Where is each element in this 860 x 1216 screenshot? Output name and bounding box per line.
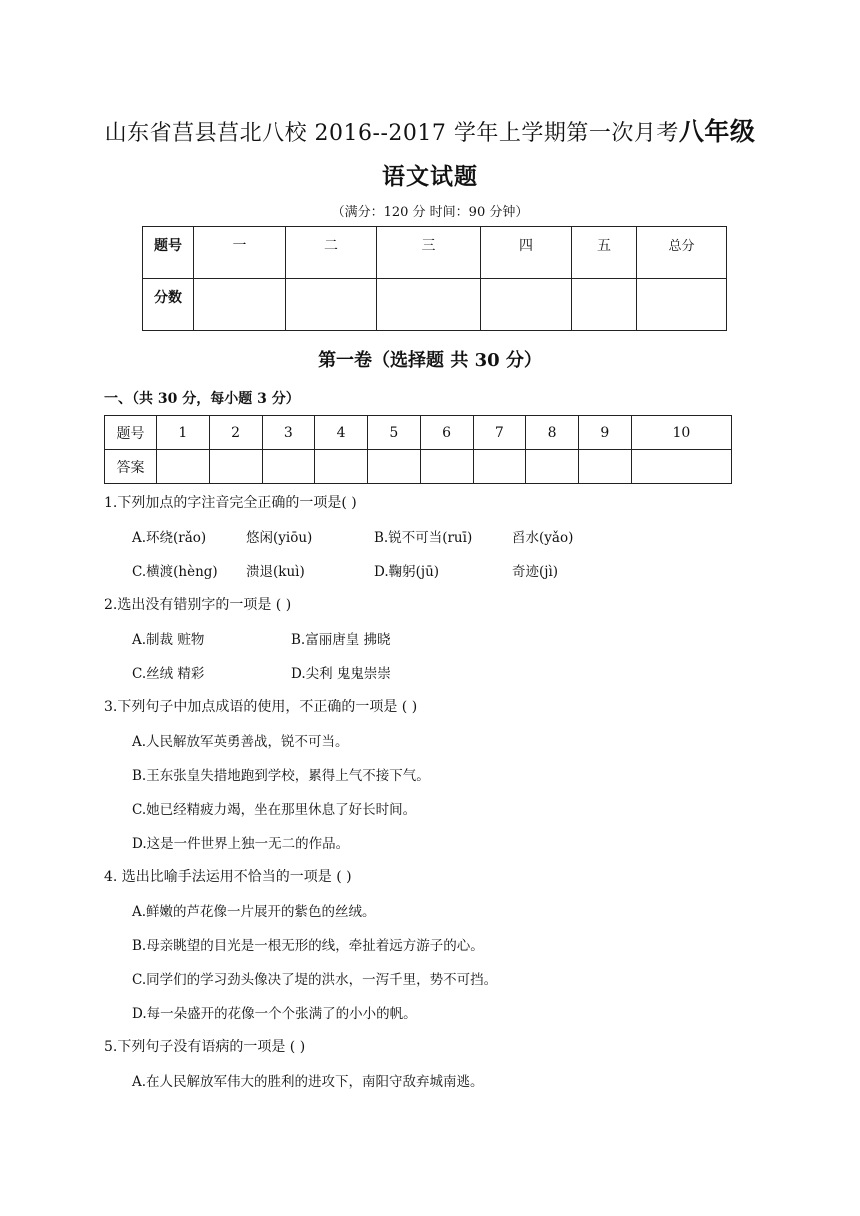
score-cell[interactable] (637, 279, 727, 331)
question-1-option-d: D.鞠躬(jū) (374, 564, 440, 580)
score-cell[interactable] (572, 279, 637, 331)
score-table-header-row (143, 227, 727, 279)
answer-table-answer-row (105, 450, 732, 484)
score-cell[interactable] (481, 279, 572, 331)
exam-grade: 八年级 (678, 117, 756, 146)
score-header-cell: 二 (286, 227, 377, 279)
question-3-option-b: B.王东张皇失措地跑到学校，累得上气不接下气。 (132, 768, 430, 784)
question-1-option-a-extra: 悠闲(yiōu) (246, 530, 313, 546)
exam-info: （满分：120 分 时间：90 分钟） (331, 205, 529, 220)
question-number-cell: 3 (262, 416, 315, 450)
exam-title (0, 112, 860, 148)
question-4-option-b: B.母亲眺望的目光是一根无形的线，牵扯着远方游子的心。 (132, 938, 484, 954)
answer-table-number-row (105, 416, 732, 450)
question-3-option-d: D.这是一件世界上独一无二的作品。 (132, 836, 350, 852)
question-2-option-d: D.尖利 鬼鬼崇崇 (291, 666, 391, 682)
question-1-option-c: C.横渡(hèng) (132, 564, 218, 580)
score-cell[interactable] (377, 279, 481, 331)
question-number-cell: 10 (631, 416, 731, 450)
answer-cell[interactable] (315, 450, 368, 484)
score-row-label: 分数 (143, 279, 194, 331)
question-1-option-a: A.环绕(rǎo) (132, 530, 207, 546)
question-5-stem: 5.下列句子没有语病的一项是 ( ) (104, 1039, 306, 1055)
question-1-option-b: B.锐不可当(ruī) (374, 530, 473, 546)
score-cell[interactable] (286, 279, 377, 331)
question-3-option-c: C.她已经精疲力竭，坐在那里休息了好长时间。 (132, 802, 417, 818)
question-2-option-c: C.丝绒 精彩 (132, 666, 205, 682)
question-2-option-a: A.制裁 赃物 (132, 632, 205, 648)
score-cell[interactable] (194, 279, 286, 331)
score-header-cell: 一 (194, 227, 286, 279)
question-number-cell: 5 (368, 416, 421, 450)
answer-cell[interactable] (368, 450, 421, 484)
question-1-option-c-extra: 溃退(kuì) (246, 564, 305, 580)
question-number-cell: 2 (209, 416, 262, 450)
exam-title-prefix: 山东省莒县莒北八校 2016--2017 学年上学期第一次月考 (104, 121, 679, 146)
question-number-cell: 1 (157, 416, 210, 450)
question-2-stem: 2.选出没有错别字的一项是 ( ) (104, 597, 292, 613)
answer-row-label: 题号 (105, 416, 157, 450)
question-1-stem: 1.下列加点的字注音完全正确的一项是( ) (104, 495, 357, 511)
score-table (142, 226, 727, 331)
answer-cell[interactable] (631, 450, 731, 484)
question-3-stem: 3.下列句子中加点成语的使用，不正确的一项是 ( ) (104, 699, 418, 715)
answer-row-label: 答案 (105, 450, 157, 484)
score-table-score-row (143, 279, 727, 331)
question-1-option-d-extra: 奇迹(jì) (512, 564, 559, 580)
section-title: 第一卷（选择题 共 30 分） (318, 350, 542, 371)
question-5-option-a: A.在人民解放军伟大的胜利的进攻下，南阳守敌弃城南逃。 (132, 1074, 484, 1090)
question-number-cell: 7 (473, 416, 526, 450)
question-1-option-b-extra: 舀水(yǎo) (512, 530, 574, 546)
answer-cell[interactable] (420, 450, 473, 484)
score-header-cell: 五 (572, 227, 637, 279)
question-number-cell: 4 (315, 416, 368, 450)
answer-cell[interactable] (579, 450, 632, 484)
answer-cell[interactable] (262, 450, 315, 484)
question-4-option-a: A.鲜嫩的芦花像一片展开的紫色的丝绒。 (132, 904, 376, 920)
question-number-cell: 8 (526, 416, 579, 450)
score-header-cell: 四 (481, 227, 572, 279)
question-4-option-c: C.同学们的学习劲头像决了堤的洪水，一泻千里，势不可挡。 (132, 972, 498, 988)
question-4-option-d: D.每一朵盛开的花像一个个张满了的小小的帆。 (132, 1006, 417, 1022)
answer-table (104, 415, 732, 484)
question-number-cell: 9 (579, 416, 632, 450)
question-4-stem: 4. 选出比喻手法运用不恰当的一项是 ( ) (104, 869, 352, 885)
question-3-option-a: A.人民解放军英勇善战，锐不可当。 (132, 734, 349, 750)
question-2-option-b: B.富丽唐皇 拂晓 (291, 632, 391, 648)
part-title: 一、（共 30 分，每小题 3 分） (104, 391, 300, 407)
answer-cell[interactable] (526, 450, 579, 484)
score-header-cell: 题号 (143, 227, 194, 279)
answer-cell[interactable] (473, 450, 526, 484)
answer-cell[interactable] (209, 450, 262, 484)
answer-cell[interactable] (157, 450, 210, 484)
score-header-cell: 总分 (637, 227, 727, 279)
exam-subject: 语文试题 (382, 163, 478, 190)
question-number-cell: 6 (420, 416, 473, 450)
score-header-cell: 三 (377, 227, 481, 279)
